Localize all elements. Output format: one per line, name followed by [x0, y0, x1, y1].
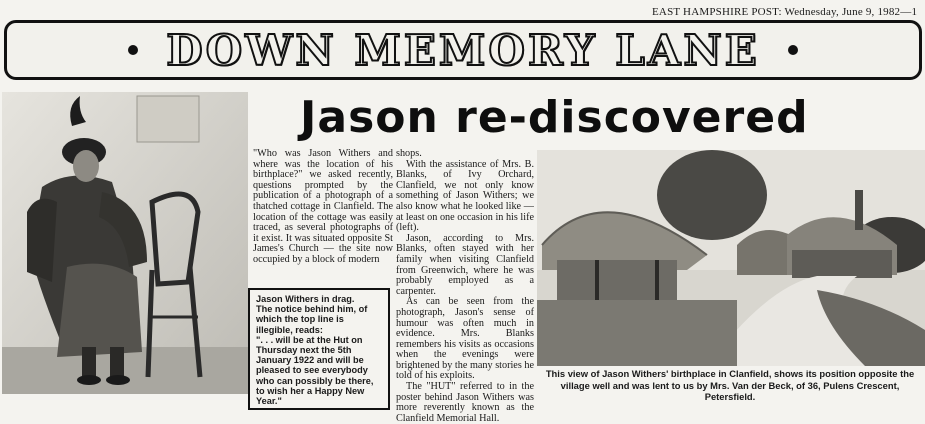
- column-2-paragraph: The "HUT" referred to in the poster behind Jason Withers was more reverently known as the Clanfield Memorial Hall.: [396, 381, 534, 424]
- caption-line: ". . . will be at the Hut on Thursday next the 5th January 1922 and will be pleased to see everybody who can possibly be there, to wish her a Happy New Year.": [256, 334, 374, 407]
- article-column-1: [253, 149, 393, 279]
- section-banner: [4, 20, 922, 80]
- column-1-text: "Who was Jason Withers and where was the location of his birthplace?" we asked recently, questions prompted by the publication of a photograph of a thatched cottage in Clanfield. The location of the cottage was easily traced, as several photographs of it exist. It was situated opposite St James's Church — the site now occupied by a block of modern: [253, 148, 393, 265]
- column-2-paragraph: As can be seen from the photograph, Jason's sense of humour was often much in evidence. Mrs. Blanks remembers his visits as occasions when the evenings were brightened by the many stories he told of his exploits.: [396, 296, 534, 382]
- banner-title: DOWN MEMORY LANE: [166, 25, 760, 75]
- column-2-paragraph: Jason, according to Mrs. Blanks, often stayed with her family when visiting Clanfield from Greenwich, where he was probably employed as a carpenter.: [396, 232, 534, 297]
- article-headline: Jason re-discovered: [300, 92, 809, 143]
- article-column-2: [396, 148, 534, 424]
- banner-dot-left: [128, 45, 138, 55]
- caption-line: The notice behind him, of which the top line is illegible, reads:: [256, 304, 368, 335]
- jason-withers-photo: [2, 92, 248, 394]
- photo-caption-box: [248, 288, 390, 410]
- column-2-paragraph: With the assistance of Mrs. B. Blanks, of Ivy Orchard, Clanfield, we not only know something of Jason Withers; we also know what he looked like — at least on one occasion in his life (left).: [396, 158, 534, 234]
- caption-line: Jason Withers in drag.: [256, 294, 355, 304]
- thatched-cottage-photo: [537, 150, 925, 366]
- column-2-paragraph: shops.: [396, 148, 422, 159]
- photo-caption: This view of Jason Withers' birthplace in Clanfield, shows its position opposite the village well and was lent to us by Mrs. Van der Beck, of 36, Pulens Crescent, Petersfield.: [545, 368, 915, 402]
- newspaper-header-line: EAST HAMPSHIRE POST: Wednesday, June 9, 1982—1: [652, 6, 918, 18]
- banner-dot-right: [788, 45, 798, 55]
